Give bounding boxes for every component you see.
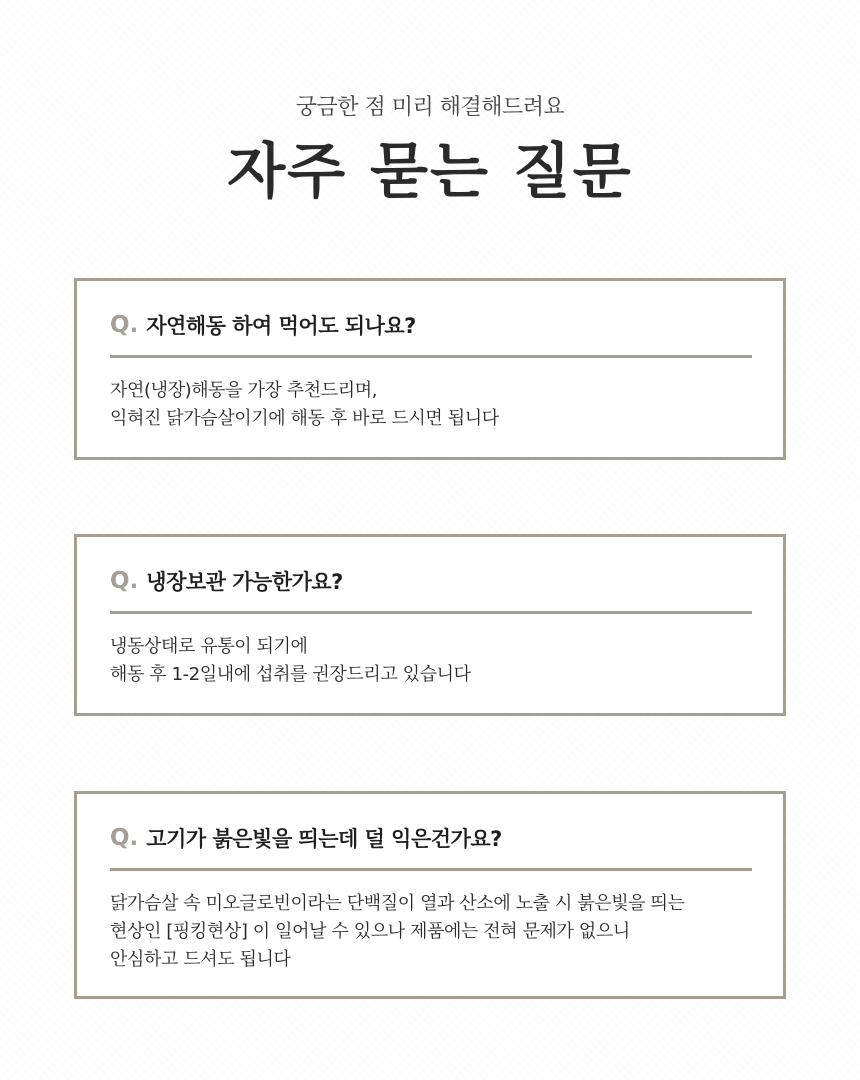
faq-question [110, 309, 416, 341]
divider [110, 355, 752, 358]
answer-line: 안심하고 드셔도 됩니다 [110, 949, 291, 970]
answer-line: 현상인 [핑킹현상] 이 일어날 수 있으나 제품에는 전혀 문제가 없으니 [110, 921, 630, 942]
divider [110, 868, 752, 871]
faq-question [110, 822, 502, 854]
question-mark-label: Q. [110, 312, 139, 338]
answer-line: 자연(냉장)해동을 가장 추천드리며, [110, 380, 378, 401]
page-title: 자주 묻는 질문 [227, 137, 633, 207]
page-subtitle: 궁금한 점 미리 해결해드려요 [295, 95, 565, 120]
answer-line: 닭가슴살 속 미오글로빈이라는 단백질이 열과 산소에 노출 시 붉은빛을 띄는 [110, 893, 685, 914]
faq-item [74, 791, 786, 999]
faq-item [74, 278, 786, 460]
answer-line: 해동 후 1-2일내에 섭취를 권장드리고 있습니다 [110, 664, 471, 685]
faq-question [110, 565, 343, 597]
answer-line: 익혀진 닭가슴살이기에 해동 후 바로 드시면 됩니다 [110, 408, 499, 429]
faq-answer [110, 633, 750, 689]
question-text: 자연해동 하여 먹어도 되나요? [146, 314, 416, 338]
question-mark-label: Q. [110, 825, 139, 851]
question-text: 냉장보관 가능한가요? [146, 570, 343, 594]
question-text: 고기가 붉은빛을 띄는데 덜 익은건가요? [146, 827, 502, 851]
faq-item [74, 534, 786, 716]
answer-line: 냉동상태로 유통이 되기에 [110, 636, 308, 657]
divider [110, 611, 752, 614]
faq-answer [110, 377, 750, 433]
question-mark-label: Q. [110, 568, 139, 594]
faq-answer [110, 890, 750, 974]
